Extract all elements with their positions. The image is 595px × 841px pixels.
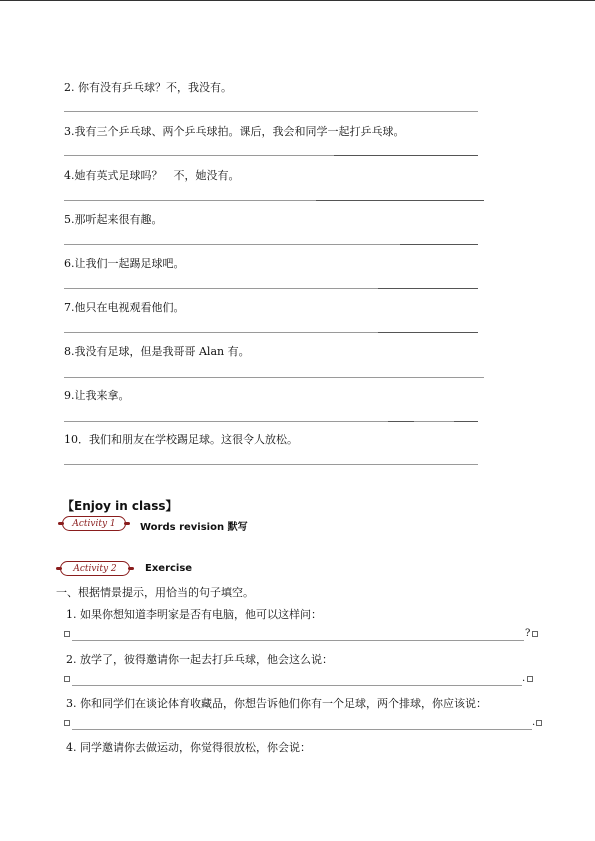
answer-line-10[interactable] — [64, 464, 478, 465]
exercise-answer-line-2[interactable] — [72, 685, 522, 686]
answer-line-5-tail — [400, 244, 478, 245]
exercise-instruction: 一、根据情景提示，用恰当的句子填空。 — [56, 586, 254, 599]
page-top-border — [0, 0, 595, 1]
answer-line-3[interactable] — [64, 155, 334, 156]
exercise-answer-line-3[interactable] — [72, 729, 532, 730]
activity-2-badge: Activity 2 — [60, 561, 130, 576]
answer-line-6-tail — [378, 288, 478, 289]
question-4: 4.她有英式足球吗？ 不，她没有。 — [64, 169, 240, 182]
activity-1-badge: Activity 1 — [62, 516, 126, 531]
section-title-enjoy: 【Enjoy in class】 — [62, 499, 178, 513]
exercise-item-2: 2. 放学了，彼得邀请你一起去打乒乓球，他会这么说： — [66, 653, 333, 666]
question-8: 8.我没有足球，但是我哥哥 Alan 有。 — [64, 345, 250, 358]
answer-line-5[interactable] — [64, 244, 400, 245]
answer-line-2[interactable] — [64, 111, 478, 112]
blank-box-icon — [64, 631, 70, 637]
blank-box-icon — [64, 676, 70, 682]
answer-line-9-b — [414, 421, 454, 422]
answer-line-3-tail — [334, 155, 478, 156]
answer-line-4-tail — [316, 200, 484, 201]
exercise-end-mark-1: ? — [525, 628, 531, 639]
answer-line-8[interactable] — [64, 377, 484, 378]
answer-line-4[interactable] — [64, 200, 316, 201]
blank-box-icon — [527, 676, 533, 682]
question-9: 9.让我来拿。 — [64, 389, 130, 402]
answer-line-9-tail — [454, 421, 478, 422]
question-7: 7.他只在电视观看他们。 — [64, 301, 185, 314]
activity-1-label: Words revision 默写 — [140, 522, 248, 533]
exercise-item-3: 3. 你和同学们在谈论体育收藏品，你想告诉他们你有一个足球，两个排球，你应该说： — [66, 697, 487, 710]
exercise-answer-line-1[interactable] — [72, 640, 524, 641]
question-3: 3.我有三个乒乓球、两个乒乓球拍。课后，我会和同学一起打乒乓球。 — [64, 125, 405, 138]
question-2: 2. 你有没有乒乓球？不，我没有。 — [64, 81, 232, 94]
question-6: 6.让我们一起踢足球吧。 — [64, 257, 185, 270]
exercise-item-1: 1. 如果你想知道李明家是否有电脑，他可以这样问： — [66, 608, 322, 621]
exercise-item-4: 4. 同学邀请你去做运动，你觉得很放松，你会说： — [66, 741, 311, 754]
answer-line-7-tail — [378, 332, 478, 333]
answer-line-7[interactable] — [64, 332, 378, 333]
exercise-end-mark-3: . — [532, 717, 536, 728]
exercise-end-mark-2: . — [522, 673, 526, 684]
answer-line-9[interactable] — [64, 421, 388, 422]
answer-line-6[interactable] — [64, 288, 378, 289]
blank-box-icon — [64, 720, 70, 726]
question-10: 10．我们和朋友在学校踢足球。这很令人放松。 — [64, 433, 298, 446]
answer-line-9-mid — [388, 421, 414, 422]
blank-box-icon — [536, 720, 542, 726]
question-5: 5.那听起来很有趣。 — [64, 213, 163, 226]
activity-2-label: Exercise — [145, 563, 193, 574]
blank-box-icon — [532, 631, 538, 637]
